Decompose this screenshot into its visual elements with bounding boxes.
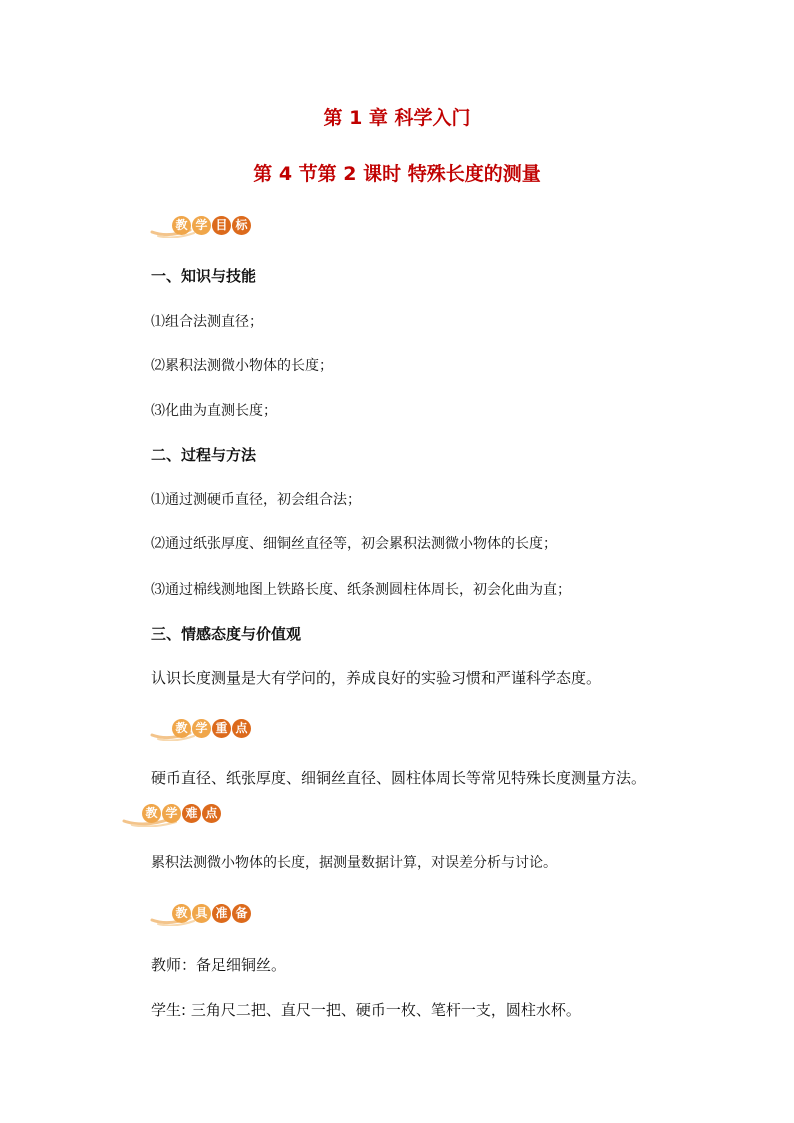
objectives-badge — [150, 212, 260, 238]
badge-char: 教 — [172, 216, 191, 235]
knowledge-item: ⑴组合法测直径； — [151, 314, 263, 330]
badge-char: 备 — [232, 904, 251, 923]
lesson-title: 第 4 节第 2 课时 特殊长度的测量 — [253, 163, 541, 185]
student-materials: 学生: 三角尺二把、直尺一把、硬币一枚、笔杆一支，圆柱水杯。 — [151, 1001, 581, 1019]
badge-char: 具 — [192, 904, 211, 923]
section-heading-attitude: 三、情感态度与价值观 — [151, 625, 302, 643]
badge-char: 点 — [202, 804, 221, 823]
badge-char: 目 — [212, 216, 231, 235]
process-item: ⑵通过纸张厚度、细铜丝直径等，初会累积法测微小物体的长度； — [151, 536, 557, 552]
chapter-title: 第 1 章 科学入门 — [323, 107, 471, 129]
badge-char: 学 — [162, 804, 181, 823]
process-item: ⑶通过棉线测地图上铁路长度、纸条测圆柱体周长，初会化曲为直； — [151, 582, 571, 598]
knowledge-item: ⑶化曲为直测长度； — [151, 403, 277, 419]
attitude-text: 认识长度测量是大有学问的，养成良好的实验习惯和严谨科学态度。 — [151, 669, 602, 687]
teacher-materials: 教师：备足细铜丝。 — [151, 956, 287, 974]
badge-char: 教 — [172, 904, 191, 923]
key-points-badge — [150, 715, 260, 741]
badge-char: 重 — [212, 719, 231, 738]
section-heading-knowledge: 一、知识与技能 — [151, 267, 257, 285]
badge-char: 学 — [192, 216, 211, 235]
badge-char: 难 — [182, 804, 201, 823]
materials-badge — [150, 900, 260, 926]
process-item: ⑴通过测硬币直径，初会组合法； — [151, 492, 361, 508]
difficulties-text: 累积法测微小物体的长度，据测量数据计算，对误差分析与讨论。 — [151, 855, 557, 871]
difficulties-badge — [122, 801, 242, 827]
key-points-text: 硬币直径、纸张厚度、细铜丝直径、圆柱体周长等常见特殊长度测量方法。 — [151, 769, 647, 787]
badge-char: 教 — [142, 804, 161, 823]
section-heading-process: 二、过程与方法 — [151, 446, 257, 464]
badge-char: 准 — [212, 904, 231, 923]
badge-char: 标 — [232, 216, 251, 235]
knowledge-item: ⑵累积法测微小物体的长度； — [151, 358, 333, 374]
badge-char: 点 — [232, 719, 251, 738]
badge-char: 学 — [192, 719, 211, 738]
badge-char: 教 — [172, 719, 191, 738]
